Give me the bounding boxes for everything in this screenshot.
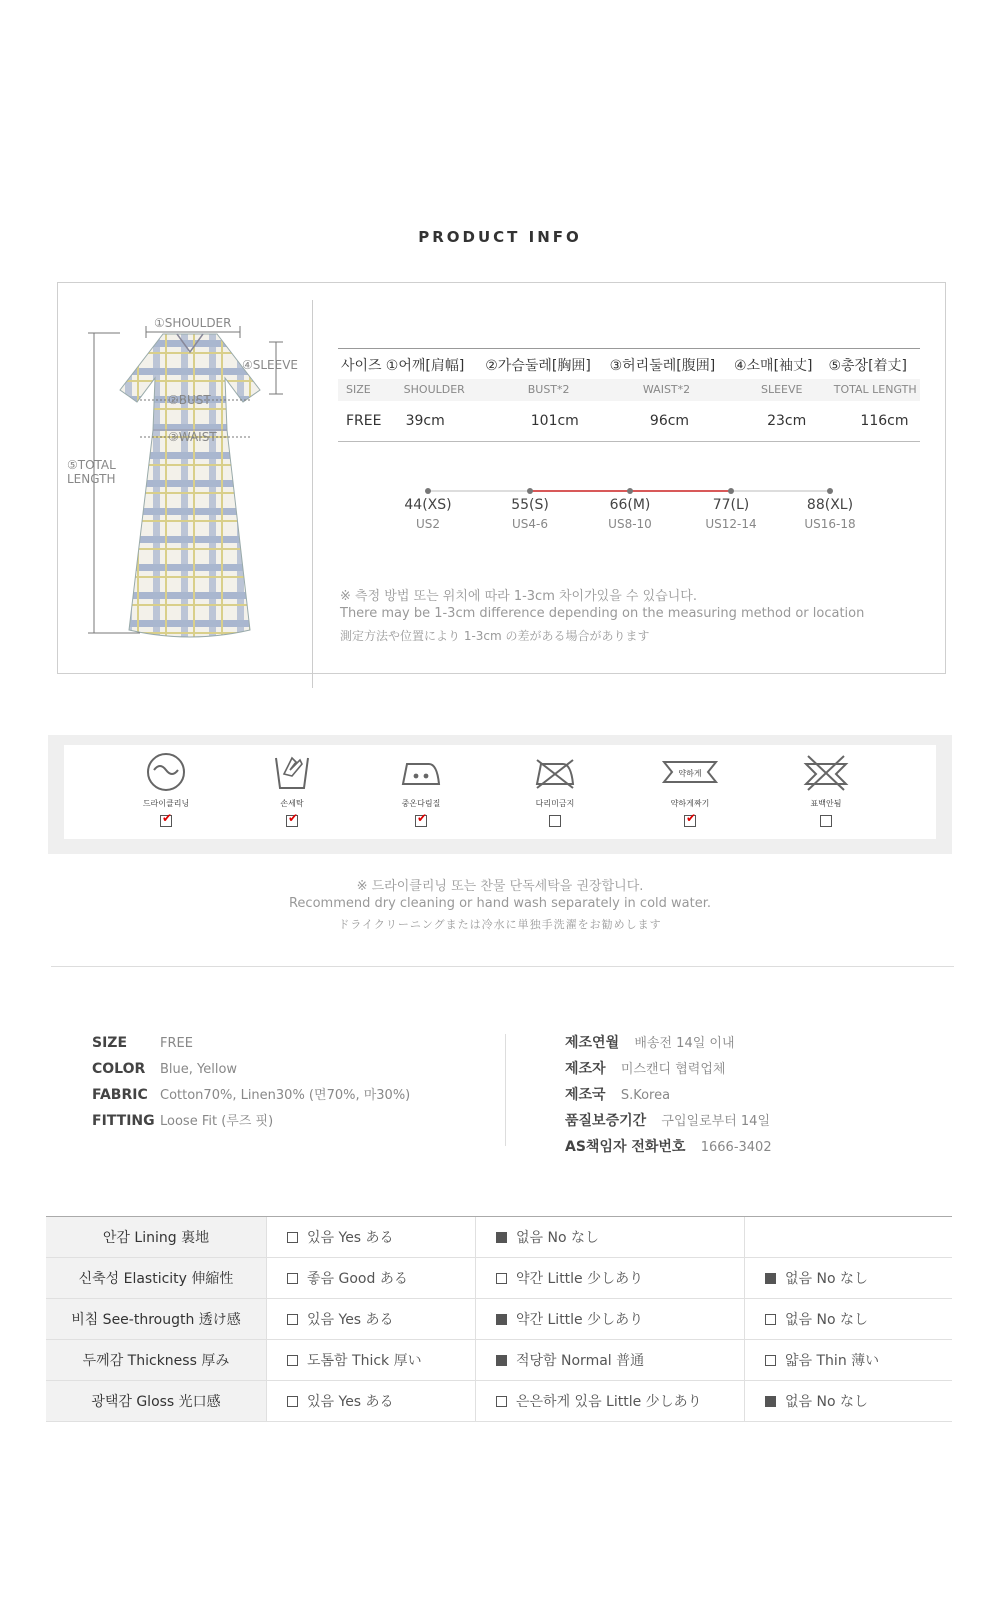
maker-key: 제조연월	[565, 1035, 620, 1051]
spec-value: Loose Fit (루즈 핏)	[160, 1114, 274, 1129]
total-length-label-1: ⑤TOTAL	[67, 458, 116, 472]
sub-size: SIZE	[346, 383, 371, 396]
hand-wash-icon	[270, 752, 314, 792]
option-checkbox	[496, 1396, 507, 1407]
scale-us-l: US12-14	[705, 517, 757, 531]
scale-kr-s: 55(S)	[511, 497, 549, 513]
value-size: FREE	[346, 413, 382, 429]
care-note-jp: ドライクリーニングまたは冷水に単独手洗濯をお勧めします	[338, 918, 662, 931]
option-checkbox	[496, 1232, 507, 1243]
measure-note-en: There may be 1-3cm difference depending on the measuring method or location	[340, 606, 865, 621]
maker-value: 미스캔디 협력업체	[620, 1062, 726, 1077]
maker-list	[565, 1030, 772, 1160]
size-scale-line	[420, 485, 840, 497]
value-bust: 101cm	[530, 413, 579, 429]
care-label: 다리미금지	[535, 799, 575, 808]
scale-us-xs: US2	[415, 517, 441, 531]
spec-key: COLOR	[92, 1061, 146, 1077]
scale-dot	[728, 488, 734, 494]
fabric-row-elasticity	[46, 1258, 952, 1299]
care-label: 약하게짜기	[670, 799, 710, 808]
option-label: 있음 Yes ある	[307, 1394, 394, 1410]
care-checkbox	[160, 815, 172, 827]
option-label: 좋음 Good ある	[307, 1271, 408, 1287]
care-checkbox	[415, 815, 427, 827]
fabric-key: 비침 See-througth 透け感	[46, 1299, 266, 1339]
scale-dot	[527, 488, 533, 494]
spec-key: FABRIC	[92, 1087, 148, 1103]
section-divider	[51, 966, 954, 967]
care-item-iron	[381, 752, 461, 827]
maker-key: AS책임자 전화번호	[565, 1139, 686, 1155]
value-sleeve: 23cm	[767, 413, 807, 429]
option-checkbox	[287, 1355, 298, 1366]
value-waist: 96cm	[649, 413, 690, 429]
option-label: 도톰함 Thick 厚い	[307, 1353, 422, 1369]
option-label: 있음 Yes ある	[307, 1230, 394, 1246]
no-iron-icon	[533, 752, 577, 792]
care-item-no-bleach	[786, 752, 866, 827]
fabric-key: 안감 Lining 裏地	[46, 1217, 266, 1257]
measure-note-jp: 測定方法や位置により 1-3cm の差がある場合があります	[340, 629, 650, 643]
option-label: 얇음 Thin 薄い	[785, 1353, 880, 1369]
fabric-row-lining	[46, 1217, 952, 1258]
page-title: PRODUCT INFO	[418, 228, 582, 246]
option-checkbox	[287, 1273, 298, 1284]
spec-key: FITTING	[92, 1113, 155, 1129]
care-label: 중온다림질	[401, 799, 441, 808]
fabric-key: 두께감 Thickness 厚み	[46, 1340, 266, 1380]
care-item-no-iron	[515, 752, 595, 827]
sub-waist: WAIST*2	[642, 383, 691, 396]
care-checkbox	[684, 815, 696, 827]
value-shoulder: 39cm	[405, 413, 445, 429]
size-table-subheader	[338, 379, 920, 401]
divider	[312, 300, 313, 688]
option-label: 약간 Little 少しあり	[516, 1271, 644, 1287]
fabric-row-see-through	[46, 1299, 952, 1340]
option-checkbox	[287, 1396, 298, 1407]
option-label: 적당함 Normal 普通	[516, 1353, 645, 1369]
dry-clean-icon	[144, 752, 188, 792]
value-total: 116cm	[860, 413, 909, 429]
sub-sleeve: SLEEVE	[760, 383, 803, 396]
fabric-key: 신축성 Elasticity 伸縮性	[46, 1258, 266, 1298]
option-label: 약간 Little 少しあり	[516, 1312, 644, 1328]
option-label: 없음 No なし	[785, 1312, 868, 1328]
option-label: 없음 No なし	[516, 1230, 599, 1246]
care-checkbox	[549, 815, 561, 827]
header-total: ⑤총장[着丈]	[828, 358, 908, 374]
scale-kr-l: 77(L)	[712, 497, 750, 513]
option-checkbox	[496, 1355, 507, 1366]
wring-gently-icon	[660, 752, 720, 792]
maker-key: 품질보증기간	[565, 1113, 647, 1129]
option-checkbox	[765, 1273, 776, 1284]
total-length-label-2: LENGTH	[67, 472, 116, 486]
wring-icon-text: 약하게	[678, 769, 702, 778]
scale-dot	[827, 488, 833, 494]
scale-kr-xl: 88(XL)	[806, 497, 854, 513]
fabric-key: 광택감 Gloss 光口感	[46, 1381, 266, 1421]
sub-shoulder: SHOULDER	[403, 383, 465, 396]
maker-value: 구입일로부터 14일	[661, 1114, 771, 1129]
header-size: 사이즈	[341, 358, 382, 374]
option-checkbox	[765, 1314, 776, 1325]
maker-key: 제조국	[565, 1087, 606, 1103]
care-note-kr: ※ 드라이클리닝 또는 찬물 단독세탁을 권장합니다.	[356, 879, 644, 894]
care-item-wring	[650, 752, 730, 827]
option-checkbox	[765, 1355, 776, 1366]
measure-note-kr: ※ 측정 방법 또는 위치에 따라 1-3cm 차이가있을 수 있습니다.	[340, 589, 697, 604]
bust-label: ②BUST	[168, 393, 211, 407]
scale-kr-xs: 44(XS)	[404, 497, 452, 513]
option-label: 있음 Yes ある	[307, 1312, 394, 1328]
scale-dot	[425, 488, 431, 494]
option-label: 없음 No なし	[785, 1271, 868, 1287]
spec-divider	[505, 1034, 506, 1146]
care-item-hand-wash	[252, 752, 332, 827]
fabric-table	[46, 1216, 952, 1422]
scale-dot	[627, 488, 633, 494]
iron-icon	[399, 752, 443, 792]
fabric-row-thickness	[46, 1340, 952, 1381]
sub-total: TOTAL LENGTH	[833, 383, 917, 396]
maker-value: S.Korea	[620, 1088, 671, 1103]
size-table-header	[338, 348, 920, 379]
option-checkbox	[287, 1232, 298, 1243]
maker-value: 1666-3402	[700, 1140, 772, 1155]
care-note-en: Recommend dry cleaning or hand wash separately in cold water.	[288, 896, 711, 911]
size-table-row	[338, 401, 920, 442]
scale-us-m: US8-10	[608, 517, 652, 531]
sub-bust: BUST*2	[527, 383, 570, 396]
header-waist: ③허리둘레[腹囲]	[609, 358, 716, 374]
option-label: 없음 No なし	[785, 1394, 868, 1410]
waist-label: ③WAIST	[168, 430, 217, 444]
option-checkbox	[765, 1396, 776, 1407]
spec-list	[92, 1030, 410, 1134]
sleeve-label: ④SLEEVE	[242, 358, 299, 372]
care-checkbox	[820, 815, 832, 827]
care-item-dry-clean	[126, 752, 206, 827]
spec-value: Blue, Yellow	[160, 1062, 238, 1077]
size-table	[338, 348, 920, 442]
care-label: 드라이클리닝	[142, 799, 190, 808]
care-label: 손세탁	[280, 799, 304, 808]
spec-value: FREE	[160, 1036, 193, 1051]
spec-key: SIZE	[92, 1035, 128, 1051]
option-checkbox	[496, 1314, 507, 1325]
shoulder-label: ①SHOULDER	[154, 316, 232, 330]
no-bleach-icon	[802, 752, 850, 792]
fabric-row-gloss	[46, 1381, 952, 1422]
scale-kr-m: 66(M)	[609, 497, 651, 513]
header-sleeve: ④소매[袖丈]	[733, 358, 813, 374]
option-label: 은은하게 있음 Little 少しあり	[516, 1394, 702, 1410]
scale-us-s: US4-6	[512, 517, 548, 531]
spec-value: Cotton70%, Linen30% (면70%, 마30%)	[160, 1088, 411, 1103]
maker-value: 배송전 14일 이내	[634, 1036, 735, 1051]
option-checkbox	[496, 1273, 507, 1284]
option-checkbox	[287, 1314, 298, 1325]
header-bust: ②가슴둘레[胸囲]	[485, 358, 591, 374]
care-label: 표백안됨	[810, 799, 842, 808]
care-checkbox	[286, 815, 298, 827]
header-shoulder: ①어깨[肩幅]	[385, 358, 465, 374]
maker-key: 제조자	[565, 1061, 606, 1077]
scale-us-xl: US16-18	[804, 517, 856, 531]
